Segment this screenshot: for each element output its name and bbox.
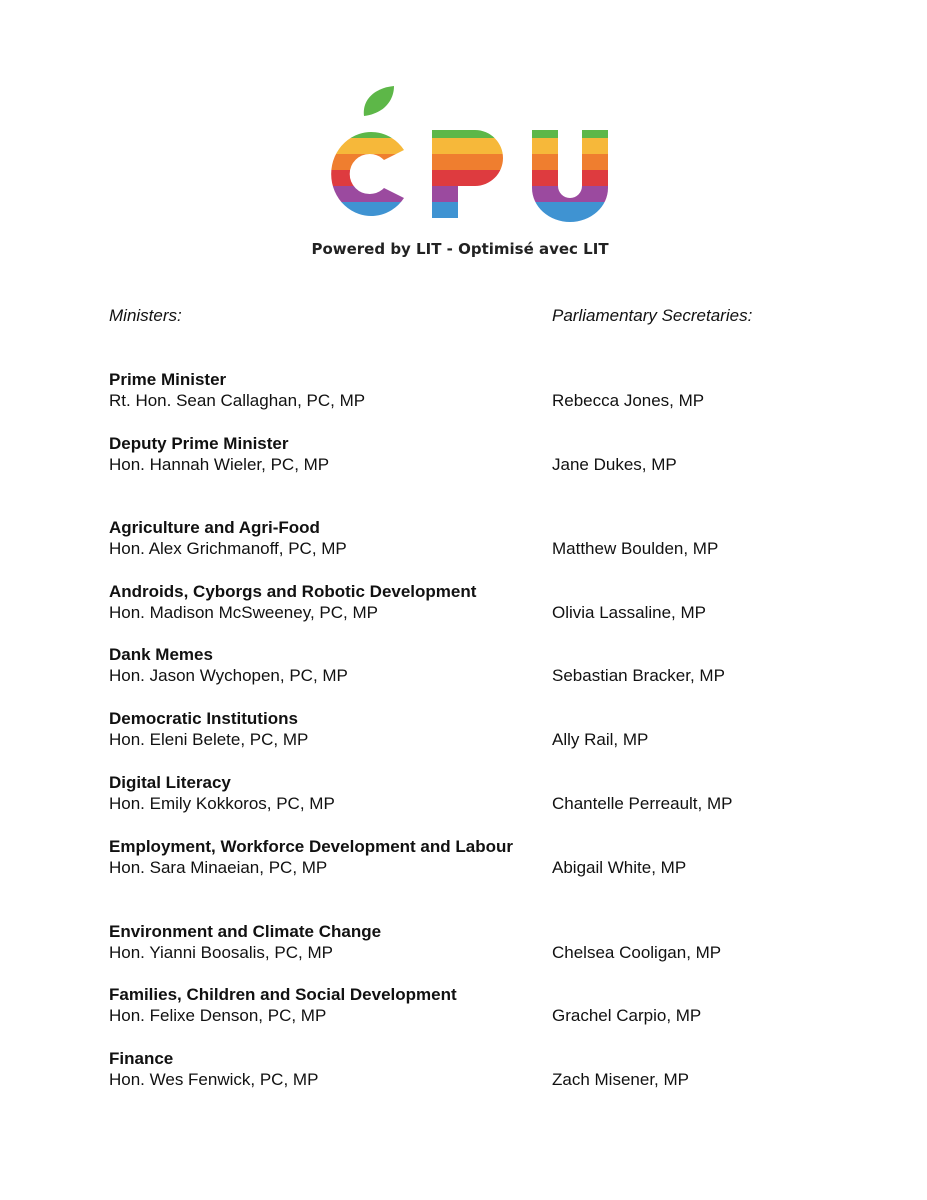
minister-name: Rt. Hon. Sean Callaghan, PC, MP [109, 391, 366, 410]
portfolio-title: Finance [109, 1049, 174, 1068]
portfolio-title: Dank Memes [109, 645, 213, 664]
secretaries-header: Parliamentary Secretaries: [552, 306, 753, 325]
parliamentary-secretary-name: Olivia Lassaline, MP [552, 603, 707, 622]
parliamentary-secretary-name: Matthew Boulden, MP [552, 539, 719, 558]
minister-name: Hon. Eleni Belete, PC, MP [109, 730, 309, 749]
parliamentary-secretary-name: Chantelle Perreault, MP [552, 794, 733, 813]
minister-name: Hon. Hannah Wieler, PC, MP [109, 455, 330, 474]
portfolio-title: Prime Minister [109, 370, 227, 389]
parliamentary-secretary-name: Zach Misener, MP [552, 1070, 689, 1089]
minister-name: Hon. Felixe Denson, PC, MP [109, 1006, 327, 1025]
minister-name: Hon. Alex Grichmanoff, PC, MP [109, 539, 347, 558]
parliamentary-secretary-name: Chelsea Cooligan, MP [552, 943, 722, 962]
minister-name: Hon. Madison McSweeney, PC, MP [109, 603, 378, 622]
minister-name: Hon. Wes Fenwick, PC, MP [109, 1070, 319, 1089]
portfolio-title: Environment and Climate Change [109, 922, 382, 941]
minister-name: Hon. Jason Wychopen, PC, MP [109, 666, 348, 685]
apple-leaf-icon [364, 86, 394, 116]
rainbow-stripes [300, 122, 620, 228]
logo-tagline: Powered by LIT - Optimisé avec LIT [311, 240, 609, 258]
ministers-header: Ministers: [109, 306, 182, 325]
parliamentary-secretary-name: Rebecca Jones, MP [552, 391, 705, 410]
portfolio-title: Employment, Workforce Development and Labour [109, 837, 513, 856]
parliamentary-secretary-name: Sebastian Bracker, MP [552, 666, 725, 685]
portfolio-title: Democratic Institutions [109, 709, 298, 728]
parliamentary-secretary-name: Jane Dukes, MP [552, 455, 677, 474]
parliamentary-secretary-name: Abigail White, MP [552, 858, 687, 877]
portfolio-title: Androids, Cyborgs and Robotic Development [109, 582, 477, 601]
portfolio-title: Families, Children and Social Development [109, 985, 457, 1004]
portfolio-title: Deputy Prime Minister [109, 434, 289, 453]
cpu-logo [300, 78, 620, 283]
cpu-logo-graphic [300, 78, 620, 283]
portfolio-title: Digital Literacy [109, 773, 231, 792]
minister-name: Hon. Sara Minaeian, PC, MP [109, 858, 328, 877]
parliamentary-secretary-name: Ally Rail, MP [552, 730, 649, 749]
parliamentary-secretary-name: Grachel Carpio, MP [552, 1006, 702, 1025]
minister-name: Hon. Emily Kokkoros, PC, MP [109, 794, 335, 813]
minister-name: Hon. Yianni Boosalis, PC, MP [109, 943, 333, 962]
portfolio-title: Agriculture and Agri-Food [109, 518, 320, 537]
